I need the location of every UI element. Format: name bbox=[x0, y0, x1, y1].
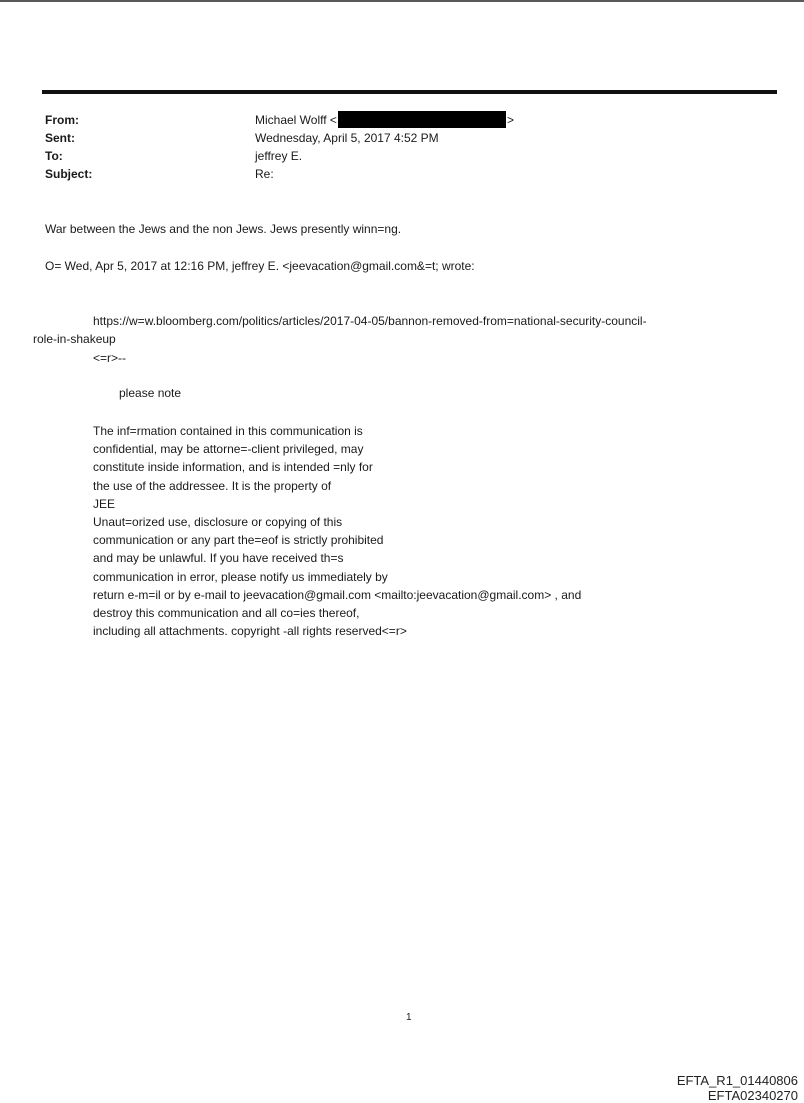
quote-intro: O= Wed, Apr 5, 2017 at 12:16 PM, jeffrey E. <jeevacation@gmail.com&=t; wrote: bbox=[45, 259, 475, 273]
from-value bbox=[255, 111, 514, 129]
to-value: jeffrey E. bbox=[255, 149, 303, 163]
break-marker: <=r>-- bbox=[93, 351, 127, 365]
to-label: To: bbox=[45, 149, 63, 163]
page-top-border bbox=[0, 0, 804, 2]
disclaimer-line: including all attachments. copyright -all rights reserved<=r> bbox=[93, 624, 407, 639]
link-line-2: role-in-shakeup bbox=[33, 332, 116, 346]
from-label: From: bbox=[45, 113, 79, 127]
disclaimer-line: communication or any part the=eof is strictly prohibited bbox=[93, 533, 384, 548]
from-suffix: > bbox=[506, 113, 514, 127]
disclaimer-line: destroy this communication and all co=ies thereof, bbox=[93, 606, 360, 621]
disclaimer-block bbox=[93, 422, 581, 640]
disclaimer-line: JEE bbox=[93, 496, 116, 511]
redaction-box bbox=[338, 111, 506, 128]
disclaimer-line: return e-m=il or by e-mail to jeevacation@gmail.com <mailto:jeevacation@gmail.com> , and bbox=[93, 587, 582, 602]
please-note: please note bbox=[119, 386, 182, 400]
disclaimer-line: confidential, may be attorne=-client privileged, may bbox=[93, 442, 364, 457]
disclaimer-line: communication in error, please notify us immediately by bbox=[93, 569, 388, 584]
disclaimer-line: The inf=rmation contained in this communication is bbox=[93, 424, 363, 438]
subject-value: Re: bbox=[255, 167, 274, 181]
sent-value: Wednesday, April 5, 2017 4:52 PM bbox=[255, 131, 439, 145]
header-rule bbox=[42, 90, 777, 94]
disclaimer-line: and may be unlawful. If you have received th=s bbox=[93, 551, 344, 566]
reply-line: War between the Jews and the non Jews. Jews presently winn=ng. bbox=[45, 222, 402, 236]
subject-label: Subject: bbox=[45, 167, 93, 181]
from-name: Michael Wolff < bbox=[255, 113, 337, 127]
sent-label: Sent: bbox=[45, 131, 75, 145]
page-number: 1 bbox=[406, 1012, 412, 1023]
disclaimer-line: constitute inside information, and is intended =nly for bbox=[93, 460, 373, 475]
disclaimer-line: Unaut=orized use, disclosure or copying of this bbox=[93, 515, 343, 530]
bates-number-2: EFTA02340270 bbox=[707, 1088, 798, 1103]
disclaimer-line: the use of the addressee. It is the property of bbox=[93, 478, 332, 493]
link-line-1: https://w=w.bloomberg.com/politics/articles/2017-04-05/bannon-removed-from=national-security-council- bbox=[93, 314, 647, 328]
bates-number-1: EFTA_R1_01440806 bbox=[676, 1073, 798, 1088]
